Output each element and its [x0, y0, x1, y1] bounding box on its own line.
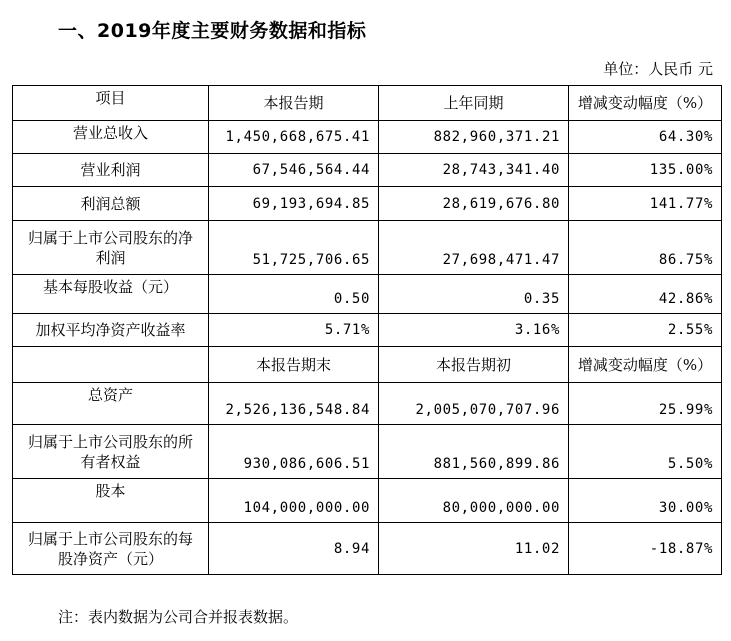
previous-value: 882,960,371.21 — [379, 121, 569, 154]
row-label: 营业总收入 — [13, 121, 209, 154]
previous-value: 28,743,341.40 — [379, 154, 569, 187]
table-row — [13, 479, 722, 523]
table-row — [13, 121, 722, 154]
currency-unit: 单位：人民币 元 — [603, 60, 713, 78]
current-value: 104,000,000.00 — [209, 479, 379, 523]
row-label: 加权平均净资产收益率 — [13, 314, 209, 347]
change-value: 25.99% — [569, 383, 722, 425]
header-period-end: 本报告期末 — [209, 347, 379, 383]
change-value: 42.86% — [569, 275, 722, 314]
change-value: 135.00% — [569, 154, 722, 187]
table-footnote: 注：表内数据为公司合并报表数据。 — [58, 608, 299, 626]
previous-value: 3.16% — [379, 314, 569, 347]
change-value: 5.50% — [569, 425, 722, 479]
change-value: 141.77% — [569, 187, 722, 221]
table-row — [13, 383, 722, 425]
financial-data-table — [12, 85, 722, 575]
row-label: 股本 — [13, 479, 209, 523]
change-value: -18.87% — [569, 523, 722, 575]
change-value: 2.55% — [569, 314, 722, 347]
table-row — [13, 221, 722, 275]
row-label: 归属于上市公司股东的每股净资产（元） — [13, 523, 209, 575]
previous-value: 27,698,471.47 — [379, 221, 569, 275]
table-subheader-row — [13, 347, 722, 383]
previous-value: 0.35 — [379, 275, 569, 314]
previous-value: 11.02 — [379, 523, 569, 575]
table-header-row — [13, 86, 722, 121]
table-row — [13, 314, 722, 347]
current-value: 69,193,694.85 — [209, 187, 379, 221]
row-label: 归属于上市公司股东的净利润 — [13, 221, 209, 275]
header-change: 增减变动幅度（%） — [569, 86, 722, 121]
previous-value: 80,000,000.00 — [379, 479, 569, 523]
previous-value: 2,005,070,707.96 — [379, 383, 569, 425]
current-value: 2,526,136,548.84 — [209, 383, 379, 425]
previous-value: 881,560,899.86 — [379, 425, 569, 479]
current-value: 0.50 — [209, 275, 379, 314]
current-value: 67,546,564.44 — [209, 154, 379, 187]
current-value: 1,450,668,675.41 — [209, 121, 379, 154]
subheader-blank — [13, 347, 209, 383]
table-row — [13, 154, 722, 187]
table-row — [13, 187, 722, 221]
header-period-start: 本报告期初 — [379, 347, 569, 383]
current-value: 8.94 — [209, 523, 379, 575]
header-current-period: 本报告期 — [209, 86, 379, 121]
current-value: 5.71% — [209, 314, 379, 347]
row-label: 归属于上市公司股东的所有者权益 — [13, 425, 209, 479]
section-title: 一、2019年度主要财务数据和指标 — [58, 20, 367, 42]
row-label: 利润总额 — [13, 187, 209, 221]
header-item: 项目 — [13, 86, 209, 121]
change-value: 30.00% — [569, 479, 722, 523]
row-label: 基本每股收益（元） — [13, 275, 209, 314]
previous-value: 28,619,676.80 — [379, 187, 569, 221]
header-previous-period: 上年同期 — [379, 86, 569, 121]
header-change: 增减变动幅度（%） — [569, 347, 722, 383]
table-row — [13, 425, 722, 479]
change-value: 64.30% — [569, 121, 722, 154]
change-value: 86.75% — [569, 221, 722, 275]
current-value: 930,086,606.51 — [209, 425, 379, 479]
table-row — [13, 275, 722, 314]
current-value: 51,725,706.65 — [209, 221, 379, 275]
row-label: 营业利润 — [13, 154, 209, 187]
table-row — [13, 523, 722, 575]
row-label: 总资产 — [13, 383, 209, 425]
